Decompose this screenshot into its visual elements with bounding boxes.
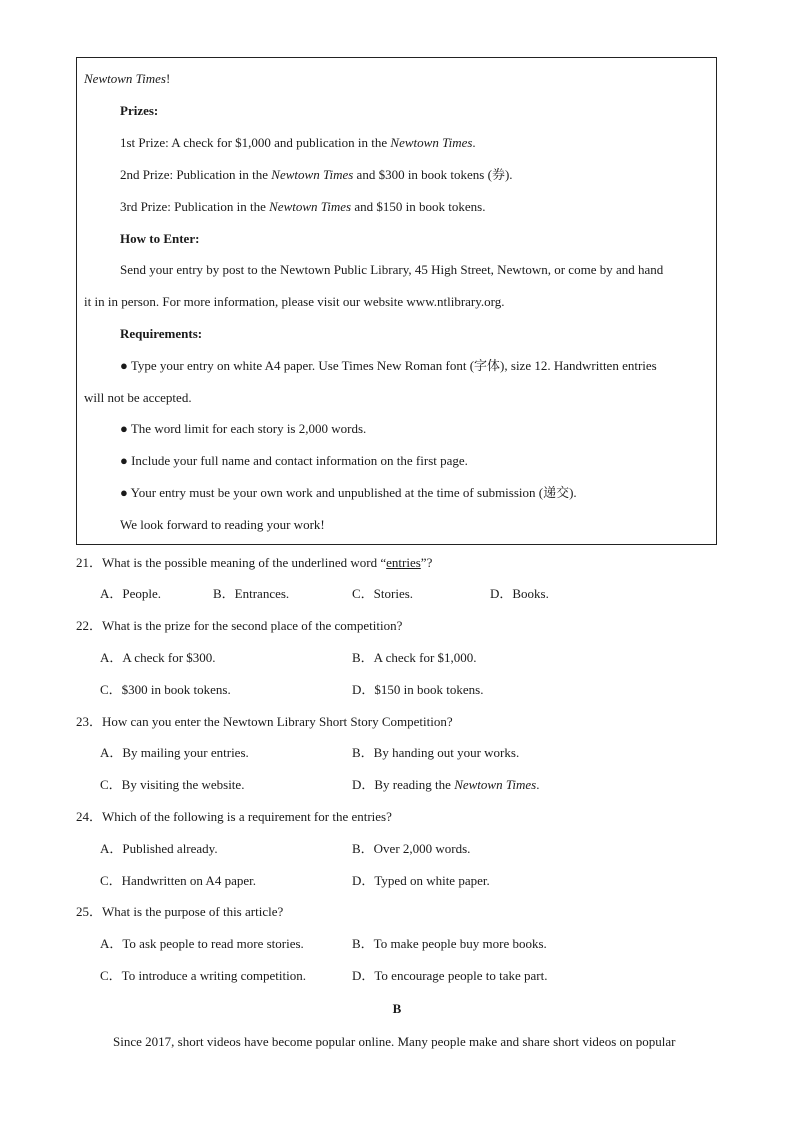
question-25-stem: 25．What is the purpose of this article? <box>76 904 284 919</box>
question-24-option-d[interactable]: D．Typed on white paper. <box>352 873 490 888</box>
question-22-option-b[interactable]: B．A check for $1,000. <box>352 650 477 665</box>
section-b-first-line: Since 2017, short videos have become popular online. Many people make and share short videos on popular <box>113 1034 676 1049</box>
question-25-option-b[interactable]: B．To make people buy more books. <box>352 936 547 951</box>
question-21-option-a[interactable]: A．People. <box>100 586 162 601</box>
question-24-option-b[interactable]: B．Over 2,000 words. <box>352 841 471 856</box>
prize-first: 1st Prize: A check for $1,000 and publication in the Newtown Times. <box>120 135 476 150</box>
question-21-option-b[interactable]: B．Entrances. <box>213 586 290 601</box>
question-21-option-d[interactable]: D．Books. <box>490 586 549 601</box>
prize-third: 3rd Prize: Publication in the Newtown Times and $150 in book tokens. <box>120 199 486 214</box>
how-to-enter-line-2: it in in person. For more information, please visit our website www.ntlibrary.org. <box>84 294 505 309</box>
question-24-option-c[interactable]: C．Handwritten on A4 paper. <box>100 873 256 888</box>
question-21-stem: 21．What is the possible meaning of the underlined word “entries”? <box>76 555 433 570</box>
question-22-stem: 22．What is the prize for the second place of the competition? <box>76 618 403 633</box>
prize-second: 2nd Prize: Publication in the Newtown Times and $300 in book tokens (券). <box>120 167 513 182</box>
question-25-option-a[interactable]: A．To ask people to read more stories. <box>100 936 304 951</box>
requirement-4: ● Your entry must be your own work and unpublished at the time of submission (递交). <box>120 485 577 500</box>
question-22-option-a[interactable]: A．A check for $300. <box>100 650 216 665</box>
requirement-1-line-2: will not be accepted. <box>84 390 192 405</box>
question-22-option-c[interactable]: C．$300 in book tokens. <box>100 682 231 697</box>
question-23-stem: 23．How can you enter the Newtown Library Short Story Competition? <box>76 714 453 729</box>
notice-closing: We look forward to reading your work! <box>120 517 325 532</box>
question-23-option-c[interactable]: C．By visiting the website. <box>100 777 245 792</box>
requirements-heading: Requirements: <box>120 326 203 341</box>
question-23-option-a[interactable]: A．By mailing your entries. <box>100 745 249 760</box>
question-25-option-c[interactable]: C．To introduce a writing competition. <box>100 968 306 983</box>
question-23-option-d[interactable]: D．By reading the Newtown Times. <box>352 777 540 792</box>
requirement-2: ● The word limit for each story is 2,000 words. <box>120 421 367 436</box>
question-21-option-c[interactable]: C．Stories. <box>352 586 414 601</box>
how-to-enter-line-1: Send your entry by post to the Newtown Public Library, 45 High Street, Newtown, or come by and hand <box>120 262 664 277</box>
prizes-heading: Prizes: <box>120 103 159 118</box>
requirement-1-line-1: ● Type your entry on white A4 paper. Use Times New Roman font (字体), size 12. Handwritten entries <box>120 358 657 373</box>
how-to-enter-heading: How to Enter: <box>120 231 200 246</box>
question-24-stem: 24．Which of the following is a requirement for the entries? <box>76 809 392 824</box>
notice-opening: Newtown Times! <box>84 71 171 86</box>
question-22-option-d[interactable]: D．$150 in book tokens. <box>352 682 484 697</box>
question-25-option-d[interactable]: D．To encourage people to take part. <box>352 968 548 983</box>
section-b-heading: B <box>392 1001 402 1016</box>
question-23-option-b[interactable]: B．By handing out your works. <box>352 745 520 760</box>
question-24-option-a[interactable]: A．Published already. <box>100 841 218 856</box>
requirement-3: ● Include your full name and contact information on the first page. <box>120 453 468 468</box>
